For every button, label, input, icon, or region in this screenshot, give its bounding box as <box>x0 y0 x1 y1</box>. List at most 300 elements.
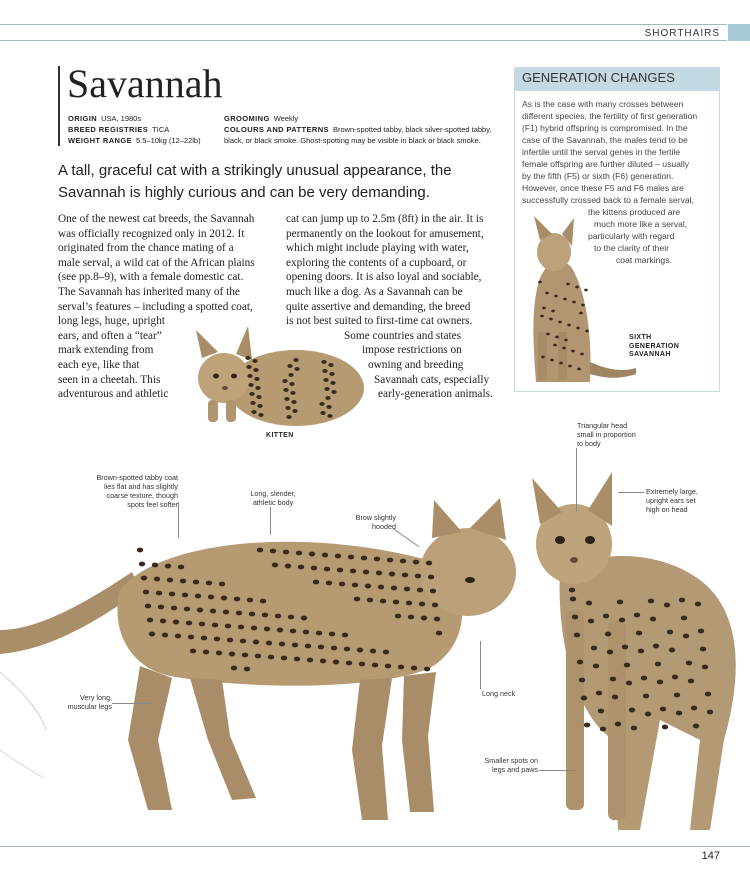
coat-spot <box>679 598 685 603</box>
coat-spot <box>380 599 386 604</box>
coat-spot <box>540 315 544 318</box>
coat-spot <box>252 359 257 363</box>
coat-spot <box>248 383 253 387</box>
coat-spot <box>385 664 391 669</box>
coat-spot <box>214 637 220 642</box>
coat-spot <box>434 617 440 622</box>
coat-spot <box>275 614 281 619</box>
coat-spot <box>372 663 378 668</box>
text-line: The Savannah has inherited many of the <box>58 285 240 298</box>
coat-spot <box>320 411 325 415</box>
coat-spot <box>585 330 589 333</box>
weight-label: WEIGHT RANGE <box>68 136 132 145</box>
text-line: ears, and often a “tear” <box>58 329 162 342</box>
coat-spot <box>676 711 682 716</box>
coat-spot <box>374 557 380 562</box>
head-leader <box>576 448 577 512</box>
text-line: long legs, huge, upright <box>58 315 165 328</box>
coat-spot <box>319 402 324 406</box>
coat-spot <box>285 406 290 410</box>
coat-spot <box>318 645 324 650</box>
grooming-value: Weekly <box>273 114 299 123</box>
coat-spot <box>586 601 592 606</box>
coat-spot <box>436 631 442 636</box>
coat-spot <box>251 626 257 631</box>
coat-spot <box>282 379 287 383</box>
coat-spot <box>428 575 434 580</box>
coat-spot <box>251 410 256 414</box>
label-ears: Extremely large, upright ears set high on head <box>646 487 698 514</box>
coat-spot <box>201 636 207 641</box>
coat-spot <box>577 368 581 371</box>
coat-spot <box>342 633 348 638</box>
coat-spot <box>638 649 644 654</box>
footer-rule <box>0 846 750 847</box>
coat-spot <box>572 615 578 620</box>
coat-spot <box>612 695 618 700</box>
text-line: much like a dog. As a Savannah can be <box>286 285 463 298</box>
coat-spot <box>571 350 575 353</box>
coat-spot <box>242 653 248 658</box>
coat-spot <box>147 618 153 623</box>
coat-spot <box>553 344 557 347</box>
coat-spot <box>705 692 711 697</box>
label-body: Long, slender, athletic body <box>250 489 296 507</box>
coat-spot <box>411 666 417 671</box>
coat-spot <box>231 666 237 671</box>
coat-spot <box>291 400 296 404</box>
coat-spot <box>430 589 436 594</box>
lead-in: One of the newest cat breeds, <box>58 213 191 225</box>
text-line: was officially recognized only in 2012. It <box>58 227 245 240</box>
coat-spot <box>331 390 336 394</box>
coat-spot <box>227 638 233 643</box>
coat-spot <box>173 620 179 625</box>
coat-spot <box>415 574 421 579</box>
kitten-image <box>178 318 370 430</box>
text-line: is not best suited to first-time cat owners. <box>286 315 473 328</box>
coat-spot <box>180 579 186 584</box>
text-line: the kittens produced are <box>588 207 681 217</box>
coat-spot <box>294 367 299 371</box>
coat-spot <box>569 588 575 593</box>
coat-spot <box>253 640 259 645</box>
coat-spot <box>249 612 255 617</box>
coat-spot <box>281 656 287 661</box>
text-line: different species, the fertility of first generation <box>522 111 698 121</box>
coat-spot <box>641 676 647 681</box>
text-line: successfully crossed back to a female serval, <box>522 195 694 205</box>
coat-spot <box>549 318 553 321</box>
coat-spot <box>629 708 635 713</box>
text-line: exploring the contents of a cupboard, or <box>286 256 467 269</box>
coat-spot <box>648 599 654 604</box>
text-line: serval’s features – including a spotted coat, <box>58 300 253 313</box>
coat-spot <box>262 613 268 618</box>
coat-spot <box>562 347 566 350</box>
sixth-generation-caption: SIXTH GENERATION SAVANNAH <box>629 334 680 358</box>
coat-spot <box>363 570 369 575</box>
coat-spot <box>653 644 659 649</box>
coat-spot <box>195 594 201 599</box>
coat-spot <box>404 587 410 592</box>
coat-spot <box>156 591 162 596</box>
text-line: early-generation animals. <box>378 388 493 401</box>
text-line: Some countries and states <box>344 329 462 342</box>
sixth-generation-cat-image <box>518 212 638 384</box>
colours-label: COLOURS AND PATTERNS <box>224 125 329 134</box>
coat-spot <box>182 593 188 598</box>
coat-spot <box>391 586 397 591</box>
text-line: female offspring are further diluted – usually <box>522 159 690 169</box>
coat-spot <box>370 649 376 654</box>
coat-spot <box>309 552 315 557</box>
coat-spot <box>580 353 584 356</box>
coat-spot <box>389 572 395 577</box>
coat-spot <box>247 374 252 378</box>
page-title: Savannah <box>67 61 223 106</box>
coat-spot <box>260 599 266 604</box>
coat-spot <box>406 601 412 606</box>
coat-spot <box>255 654 261 659</box>
coat-spot <box>290 391 295 395</box>
coat-spot <box>284 397 289 401</box>
coat-spot <box>579 312 583 315</box>
text-line: by the fifth (F5) or sixth (F6) generation. <box>522 171 674 181</box>
text-line: infertile until the serval genes in the fertile <box>522 147 681 157</box>
coat-spot <box>546 333 550 336</box>
coat-spot <box>322 553 328 558</box>
coat-spot <box>190 649 196 654</box>
coat-spot <box>346 661 352 666</box>
coat-spot <box>545 292 549 295</box>
legs-leader <box>112 703 152 704</box>
coat-spot <box>329 632 335 637</box>
coat-spot <box>357 648 363 653</box>
coat-spot <box>424 667 430 672</box>
coat-spot <box>559 362 563 365</box>
coat-spot <box>253 368 258 372</box>
coat-spot <box>541 356 545 359</box>
label-brow: Brow slightly hooded <box>355 513 396 531</box>
grooming-label: GROOMING <box>224 114 270 123</box>
page-number: 147 <box>701 850 720 862</box>
facts-right <box>224 113 508 146</box>
coat-spot <box>244 667 250 672</box>
coat-spot <box>175 634 181 639</box>
coat-leader <box>178 502 179 538</box>
coat-spot <box>321 360 326 364</box>
title-accent-bar <box>58 66 60 146</box>
coat-spot <box>268 655 274 660</box>
coat-spot <box>249 392 254 396</box>
coat-spot <box>596 691 602 696</box>
coat-spot <box>378 585 384 590</box>
colours-value: Brown-spotted tabby, black silver-spotted tabby, black, or black smoke. Ghost-spotting may be visible in black or black smoke. <box>224 125 492 145</box>
coat-spot <box>395 614 401 619</box>
coat-spot <box>219 582 225 587</box>
coat-spot <box>250 401 255 405</box>
coat-spot <box>664 603 670 608</box>
sidebar-box-title: GENERATION CHANGES <box>522 70 675 85</box>
coat-spot <box>707 710 713 715</box>
coat-spot <box>289 382 294 386</box>
coat-spot <box>662 725 668 730</box>
coat-spot <box>169 592 175 597</box>
coat-spot <box>257 548 263 553</box>
coat-spot <box>165 564 171 569</box>
coat-spot <box>328 363 333 367</box>
text-line: Savannah cats, especially <box>374 373 490 386</box>
coat-spot <box>149 632 155 637</box>
neck-leader <box>480 641 481 689</box>
text-line: quite assertive and demanding, the breed <box>286 300 471 313</box>
coat-spot <box>184 607 190 612</box>
coat-spot <box>365 584 371 589</box>
coat-spot <box>255 386 260 390</box>
weight-value: 5.5–10kg (12–22lb) <box>135 136 201 145</box>
label-legs: Very long, muscular legs <box>67 693 112 711</box>
coat-spot <box>387 558 393 563</box>
coat-spot <box>258 413 263 417</box>
coat-spot <box>624 663 630 668</box>
coat-spot <box>603 614 609 619</box>
coat-spot <box>600 727 606 732</box>
coat-spot <box>287 364 292 368</box>
origin-value: USA, 1980s <box>101 114 142 123</box>
header-rule <box>0 40 727 41</box>
coat-spot <box>426 561 432 566</box>
coat-spot <box>285 564 291 569</box>
coat-spot <box>303 630 309 635</box>
text-line: coat markings. <box>616 255 672 265</box>
coat-spot <box>566 283 570 286</box>
coat-spot <box>686 661 692 666</box>
coat-spot <box>354 597 360 602</box>
text-fragment: the Savannah <box>193 213 255 225</box>
section-tab <box>728 24 750 41</box>
coat-spot <box>634 613 640 618</box>
text-line: each eye, like that <box>58 358 140 371</box>
coat-spot <box>376 571 382 576</box>
coat-spot <box>325 396 330 400</box>
coat-spot <box>298 565 304 570</box>
text-line: (see pp.8–9), with a female domestic cat. <box>58 271 244 284</box>
coat-spot <box>292 409 297 413</box>
coat-spot <box>558 321 562 324</box>
coat-spot <box>398 665 404 670</box>
coat-spot <box>167 578 173 583</box>
coat-spot <box>615 722 621 727</box>
coat-spot <box>337 568 343 573</box>
coat-spot <box>154 577 160 582</box>
coat-spot <box>335 554 341 559</box>
coat-spot <box>617 600 623 605</box>
coat-spot <box>245 356 250 360</box>
coat-spot <box>330 381 335 385</box>
coat-spot <box>292 643 298 648</box>
coat-spot <box>402 573 408 578</box>
kitten-caption: KITTEN <box>266 432 294 439</box>
text-line: (F1) hybrid offspring is compromised. In the <box>522 123 688 133</box>
coat-spot <box>160 619 166 624</box>
coat-spot <box>225 624 231 629</box>
text-line: which might include playing with water, <box>286 242 469 255</box>
coat-spot <box>288 615 294 620</box>
spots-leader <box>539 770 575 771</box>
coat-spot <box>688 679 694 684</box>
coat-spot <box>216 651 222 656</box>
coat-spot <box>296 551 302 556</box>
coat-spot <box>323 378 328 382</box>
coat-spot <box>636 631 642 636</box>
coat-spot <box>322 369 327 373</box>
text-line: permanently on the lookout for amusement, <box>286 227 484 240</box>
coat-spot <box>139 562 145 567</box>
coat-spot <box>693 724 699 729</box>
coat-spot <box>655 662 661 667</box>
coat-spot <box>698 629 704 634</box>
coat-spot <box>660 707 666 712</box>
coat-spot <box>542 307 546 310</box>
coat-spot <box>581 304 585 307</box>
coat-spot <box>294 657 300 662</box>
text-line: adventurous and athletic <box>58 388 169 401</box>
coat-spot <box>320 659 326 664</box>
coat-spot <box>610 677 616 682</box>
coat-spot <box>432 603 438 608</box>
coat-spot <box>591 646 597 651</box>
coat-spot <box>681 616 687 621</box>
text-line: owning and breeding <box>368 358 464 371</box>
coat-spot <box>393 600 399 605</box>
coat-spot <box>550 359 554 362</box>
coat-spot <box>570 597 576 602</box>
coat-spot <box>152 563 158 568</box>
coat-spot <box>344 647 350 652</box>
coat-spot <box>667 630 673 635</box>
text-line: opening doors. It is also loyal and sociable, <box>286 271 482 284</box>
coat-spot <box>313 580 319 585</box>
coat-spot <box>277 628 283 633</box>
coat-spot <box>348 555 354 560</box>
coat-spot <box>158 605 164 610</box>
coat-spot <box>645 712 651 717</box>
coat-spot <box>327 414 332 418</box>
coat-spot <box>178 565 184 570</box>
coat-spot <box>288 373 293 377</box>
coat-spot <box>186 621 192 626</box>
coat-spot <box>657 680 663 685</box>
coat-spot <box>210 609 216 614</box>
coat-spot <box>383 650 389 655</box>
coat-spot <box>290 629 296 634</box>
coat-spot <box>212 623 218 628</box>
coat-spot <box>607 650 613 655</box>
text-line: originated from the chance mating of a <box>58 242 234 255</box>
coat-spot <box>695 602 701 607</box>
coat-spot <box>333 660 339 665</box>
coat-spot <box>417 588 423 593</box>
coat-spot <box>270 549 276 554</box>
coat-spot <box>359 662 365 667</box>
coat-spot <box>669 648 675 653</box>
coat-spot <box>223 610 229 615</box>
text-line: much more like a serval, <box>594 219 688 229</box>
coat-spot <box>311 566 317 571</box>
coat-spot <box>326 405 331 409</box>
label-neck: Long neck <box>482 689 516 698</box>
coat-spot <box>598 709 604 714</box>
coat-spot <box>572 301 576 304</box>
coat-spot <box>650 617 656 622</box>
coat-spot <box>246 365 251 369</box>
registries-label: BREED REGISTRIES <box>68 125 149 134</box>
coat-spot <box>554 295 558 298</box>
coat-spot <box>408 615 414 620</box>
coat-spot <box>307 658 313 663</box>
coat-spot <box>626 681 632 686</box>
coat-spot <box>286 415 291 419</box>
coat-spot <box>188 635 194 640</box>
coat-spot <box>264 627 270 632</box>
text-line: male serval, a wild cat of the African plains <box>58 256 255 269</box>
coat-spot <box>691 706 697 711</box>
coat-spot <box>350 569 356 574</box>
ears-leader <box>618 492 644 493</box>
coat-spot <box>672 675 678 680</box>
coat-spot <box>324 567 330 572</box>
label-head: Triangular head small in proportion to body <box>577 421 636 448</box>
coat-spot <box>581 696 587 701</box>
coat-spot <box>256 395 261 399</box>
coat-spot <box>208 595 214 600</box>
text-line: cat can jump up to 2.5m (8ft) in the air. It is <box>286 213 484 225</box>
coat-spot <box>301 616 307 621</box>
coat-spot <box>361 556 367 561</box>
coat-spot <box>538 281 542 284</box>
intro-text: A tall, graceful cat with a strikingly unusual appearance, the Savannah is highly curious and can be very demanding. <box>58 162 452 201</box>
coat-spot <box>171 606 177 611</box>
text-line: mark extending from <box>58 344 154 357</box>
coat-spot <box>567 324 571 327</box>
coat-spot <box>555 336 559 339</box>
text-line: case of the Savannah, the males tend to be <box>522 135 688 145</box>
coat-spot <box>238 625 244 630</box>
coat-spot <box>162 633 168 638</box>
coat-spot <box>584 289 588 292</box>
coat-spot <box>206 581 212 586</box>
header-rule-top <box>0 24 727 25</box>
coat-spot <box>236 611 242 616</box>
body-leader <box>270 507 271 535</box>
coat-spot <box>577 660 583 665</box>
coat-spot <box>702 665 708 670</box>
coat-spot <box>240 639 246 644</box>
coat-spot <box>413 560 419 565</box>
coat-spot <box>199 622 205 627</box>
coat-spot <box>367 598 373 603</box>
coat-spot <box>283 388 288 392</box>
coat-spot <box>339 582 345 587</box>
text-line: As is the case with many crosses between <box>522 99 684 109</box>
coat-spot <box>643 694 649 699</box>
coat-spot <box>568 365 572 368</box>
coat-spot <box>352 583 358 588</box>
coat-spot <box>229 652 235 657</box>
coat-spot <box>700 647 706 652</box>
coat-spot <box>551 310 555 313</box>
